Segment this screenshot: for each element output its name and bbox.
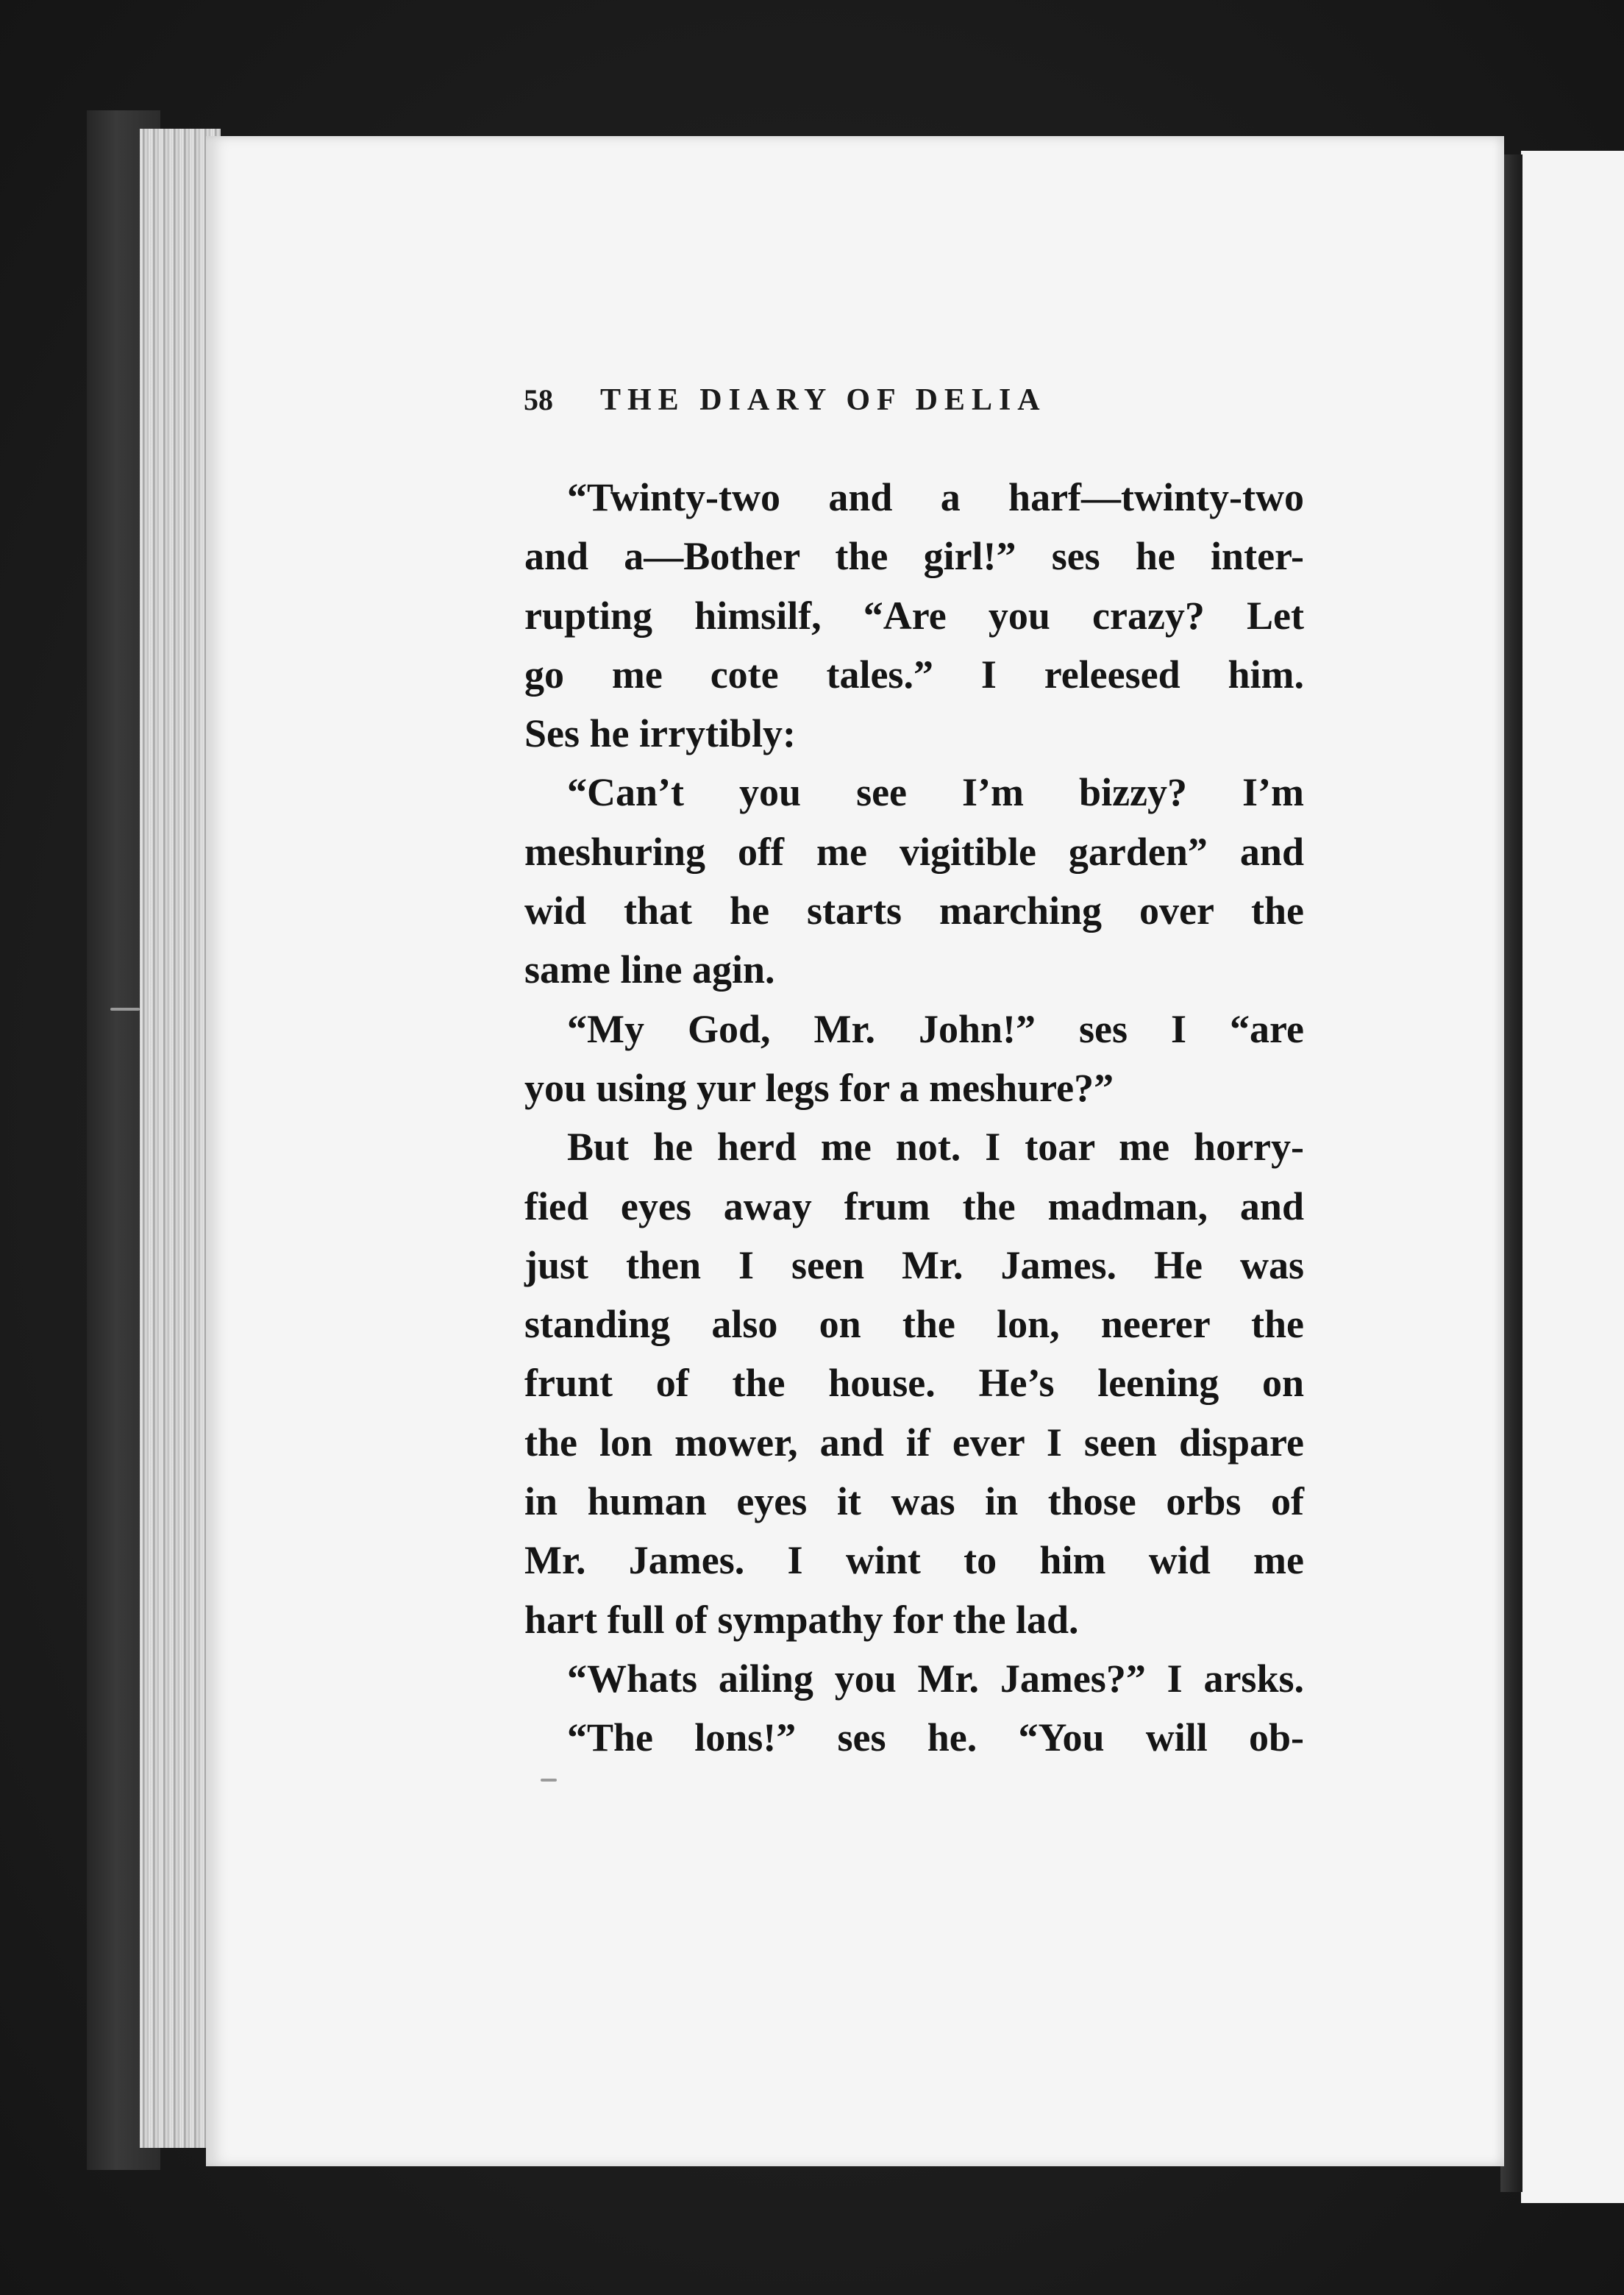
text-line: “My God, Mr. John!” ses I “are [567,1006,1304,1051]
text-line: go me cote tales.” I releesed him. [524,652,1304,697]
page-number: 58 [524,383,553,416]
running-head [524,382,1186,427]
text-line: just then I seen Mr. James. He was [524,1242,1304,1287]
text-line: same line agin. [524,947,775,992]
text-line: you using yur legs for a meshure?” [524,1065,1114,1110]
text-line: “Can’t you see I’m bizzy? I’m [567,770,1304,815]
text-line: wid that he starts marching over the [524,889,1304,933]
text-line: fied eyes away frum the madman, and [524,1184,1304,1228]
text-line: Ses he irrytibly: [524,711,796,756]
body-text [524,468,1304,1768]
text-line: Mr. James. I wint to him wid me [524,1538,1304,1583]
text-line: in human eyes it was in those orbs of [524,1479,1304,1524]
text-line: rupting himsilf, “Are you crazy? Let [524,593,1304,638]
scan-speck [110,1008,140,1011]
text-line: “Twinty-two and a harf—twinty-two [567,475,1304,519]
text-line: the lon mower, and if ever I seen dispare [524,1420,1304,1465]
text-line: hart full of sympathy for the lad. [524,1597,1079,1642]
scan-speck [541,1779,557,1782]
text-line: and a—Bother the girl!” ses he inter- [524,534,1304,579]
facing-page [1521,151,1624,2203]
text-line: “Whats ailing you Mr. James?” I arsks. [567,1656,1304,1701]
text-line: But he herd me not. I toar me horry- [567,1125,1304,1170]
text-line: “The lons!” ses he. “You will ob- [567,1715,1304,1760]
text-line: standing also on the lon, neerer the [524,1302,1304,1347]
running-title: THE DIARY OF DELIA [600,383,1047,417]
text-line: meshuring off me vigitible garden” and [524,829,1304,874]
text-line: frunt of the house. He’s leening on [524,1361,1304,1406]
